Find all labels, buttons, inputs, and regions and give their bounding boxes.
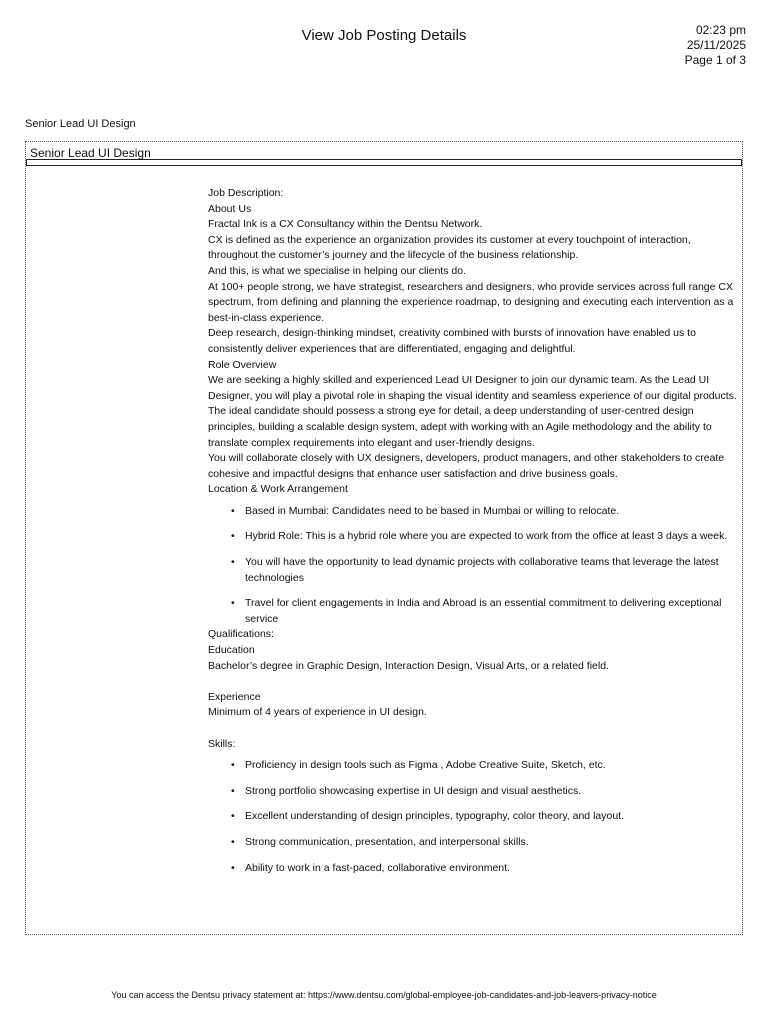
job-description-heading: Job Description: [208, 187, 284, 199]
location-list [208, 504, 740, 628]
list-item: • Hybrid Role: This is a hybrid role where you are expected to work from the office at least 3 days a week. [245, 529, 740, 545]
list-item: • Proficiency in design tools such as Figma , Adobe Creative Suite, Sketch, etc. [245, 758, 740, 774]
about-heading: About Us [208, 202, 252, 215]
print-time: 02:23 pm [695, 23, 746, 37]
list-item: • Strong portfolio showcasing expertise in UI design and visual aesthetics. [245, 784, 740, 800]
list-item: • Excellent understanding of design principles, typography, color theory, and layout. [245, 809, 740, 825]
print-date: 25/11/2025 [686, 38, 746, 52]
job-details-frame [25, 141, 743, 935]
role-paragraph: The ideal candidate should possess a strong eye for detail, a deep understanding of user-centred design principles, building a scalable design system, adept with working with an Agile methodology and the ability to translate complex requirements into elegant and user-friendly designs. [208, 405, 712, 449]
section-label: Senior Lead UI Design [25, 118, 136, 130]
list-item: • Strong communication, presentation, and interpersonal skills. [245, 835, 740, 851]
list-item: • Travel for client engagements in India and Abroad is an essential commitment to delivering exceptional service [245, 596, 740, 627]
job-title-box: Senior Lead UI Design [30, 146, 151, 160]
about-paragraph: CX is defined as the experience an organization provides its customer at every touchpoint of interaction, throughout the customer’s journey and the lifecycle of the business relationship. [208, 233, 691, 262]
list-item: • Based in Mumbai: Candidates need to be based in Mumbai or willing to relocate. [245, 504, 740, 520]
experience-heading: Experience [208, 690, 261, 703]
role-heading: Role Overview [208, 358, 277, 371]
list-item: • Ability to work in a fast-paced, collaborative environment. [245, 861, 740, 877]
about-paragraph: Deep research, design-thinking mindset, creativity combined with bursts of innovation have enabled us to consistently deliver experiences that are differentiated, engaging and delightful. [208, 327, 696, 355]
print-meta [685, 23, 746, 68]
education-heading: Education [208, 644, 255, 657]
location-heading: Location & Work Arrangement [208, 483, 348, 496]
qualifications-heading: Qualifications: [208, 628, 274, 641]
job-description-content [208, 186, 740, 886]
role-paragraph: We are seeking a highly skilled and experienced Lead UI Designer to join our dynamic team. As the Lead UI Designer, you will play a pivotal role in shaping the visual identity and seamless experience of our digital products. [208, 374, 737, 402]
role-paragraph: You will collaborate closely with UX designers, developers, product managers, and other stakeholders to create cohesive and impactful designs that enhance user satisfaction and drive business goals. [208, 452, 725, 480]
skills-list [208, 758, 740, 876]
about-paragraph: And this, is what we specialise in helping our clients do. [208, 264, 466, 277]
page-title: View Job Posting Details [301, 27, 467, 44]
spacer [208, 721, 740, 737]
spacer [208, 674, 740, 690]
page-number: Page 1 of 3 [684, 53, 746, 67]
education-text: Bachelor’s degree in Graphic Design, Interaction Design, Visual Arts, or a related field. [208, 659, 609, 672]
experience-text: Minimum of 4 years of experience in UI design. [208, 706, 427, 719]
privacy-footer: You can access the Dentsu privacy statement at: https://www.dentsu.com/global-employee-job-candidates-and-job-leavers-privacy-notice [111, 990, 657, 1000]
list-item: • You will have the opportunity to lead dynamic projects with collaborative teams that leverage the latest technologies [245, 555, 740, 586]
about-paragraph: Fractal Ink is a CX Consultancy within the Dentsu Network. [208, 218, 483, 231]
title-divider-bar [26, 159, 742, 166]
about-paragraph: At 100+ people strong, we have strategist, researchers and designers, who provide services across full range CX spectrum, from defining and planning the experience roadmap, to designing and executing each intervention as a best-in-class experience. [208, 280, 734, 324]
skills-heading: Skills: [208, 737, 236, 750]
